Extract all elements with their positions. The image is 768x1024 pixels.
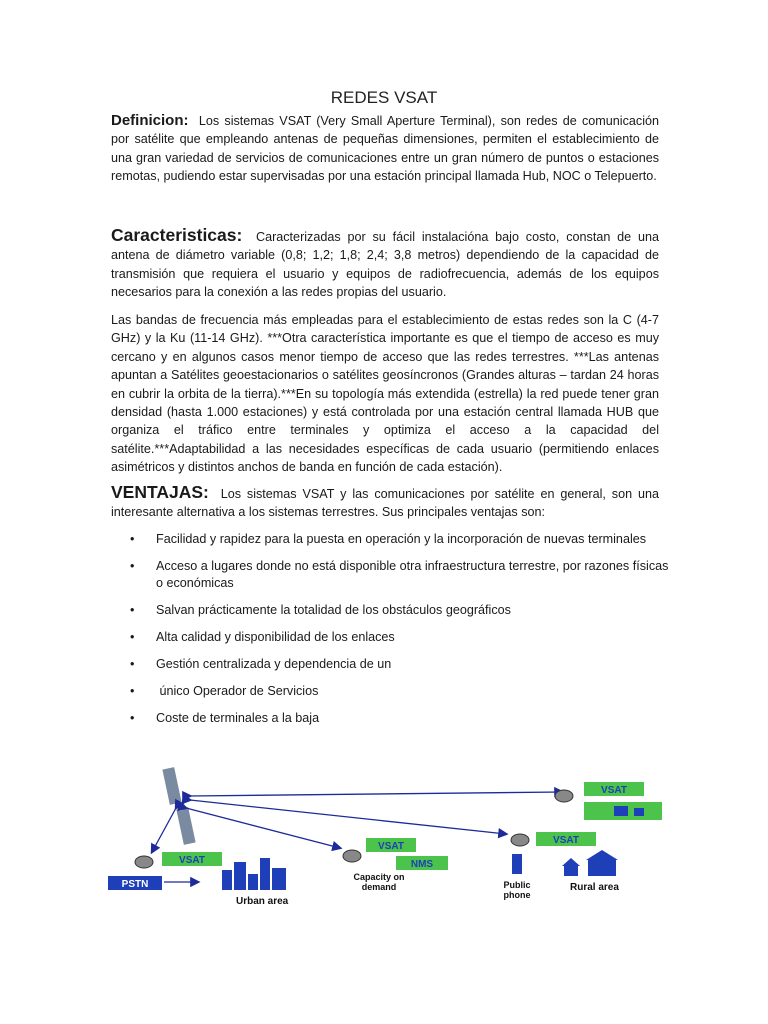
caracteristicas-paragraph bbox=[111, 226, 659, 302]
caracteristicas-heading: Caracteristicas: bbox=[111, 225, 243, 245]
svg-text:VSAT: VSAT bbox=[601, 785, 627, 796]
svg-text:phone: phone bbox=[503, 890, 531, 900]
urban-buildings-icon bbox=[222, 858, 286, 890]
link-arrow bbox=[152, 808, 176, 852]
vsat-network-diagram bbox=[104, 762, 664, 908]
list-item: • Acceso a lugares donde no está disponible otra infraestructura terrestre, por razones físicas o económicas bbox=[130, 559, 669, 590]
list-item: • Coste de terminales a la baja bbox=[130, 711, 320, 725]
urban-vsat-station bbox=[108, 852, 289, 907]
list-item: • Facilidad y rapidez para la puesta en operación y la incorporación de nuevas terminales bbox=[130, 532, 647, 546]
ventajas-heading: VENTAJAS: bbox=[111, 482, 209, 502]
svg-text:demand: demand bbox=[361, 882, 397, 892]
bandas-paragraph: Las bandas de frecuencia más empleadas para el establecimiento de estas redes son la C (4-7 GHz) y la Ku (11-14 GHz). ***Otra característica importante es que el tiempo de acceso es muy cercano y en algunos casos menor tiempo de acceso que las redes terrestres. ***Las antenas apuntan a Satélites geoestacionarios o satélites geosíncronos (Grandes alturas – tardan 24 horas en cubrir la orbita de la tierra).***En su topología más extendida (estrella) la red puede tener gran densidad (hasta 1.000 estaciones) y está controlada por una estación central llamada HUB que organiza el tráfico entre terminales y optimiza el acceso a la capacidad del satélite.***Adaptabilidad a las necesidades específicas de cada usuario (permitiendo enlaces asimétricos y distintos anchos de banda en función de cada estación). bbox=[111, 313, 659, 475]
definicion-heading: Definicion: bbox=[111, 112, 189, 129]
rural-station bbox=[503, 832, 619, 900]
link-arrow bbox=[190, 792, 562, 796]
satellite-icon bbox=[162, 767, 195, 845]
svg-text:VSAT: VSAT bbox=[553, 835, 579, 846]
list-item: • Salvan prácticamente la totalidad de los obstáculos geográficos bbox=[130, 603, 511, 617]
list-item: • Alta calidad y disponibilidad de los enlaces bbox=[130, 630, 395, 644]
svg-text:Rural area: Rural area bbox=[570, 882, 619, 893]
public-phone-icon bbox=[512, 854, 522, 874]
list-item: • Gestión centralizada y dependencia de un bbox=[130, 657, 392, 671]
svg-text:Capacity on: Capacity on bbox=[353, 872, 405, 882]
ventajas-text: Los sistemas VSAT y las comunicaciones por satélite en general, son una interesante alternativa a los sistemas terrestres. Sus principales ventajas son: bbox=[111, 487, 659, 520]
vsat-label: VSAT bbox=[179, 855, 205, 866]
svg-text:NMS: NMS bbox=[410, 859, 434, 870]
rural-houses-icon bbox=[562, 850, 618, 876]
remote-vsat-station bbox=[555, 782, 662, 820]
pstn-label: PSTN bbox=[121, 879, 149, 890]
definicion-text: Los sistemas VSAT (Very Small Aperture Terminal), son redes de comunicación por satélite que empleando antenas de pequeñas dimensiones, permiten el establecimiento de una gran variedad de servicios de comunicaciones entre un gran número de puntos o estaciones remotas, pudiendo estar supervisadas por una estación principal llamada Hub, NOC o Telepuerto. bbox=[111, 114, 659, 184]
caracteristicas-text: Caracterizadas por su fácil instalacióna bajo costo, constan de una antena de diámetro variable (0,8; 1,2; 1,8; 2,4; 3,8 metros) dependiendo de la capacidad de transmisión que requiera el usuario y equipos de radiofrecuencia, además de los equipos necesarios para la conexión a las redes propias del usuario. bbox=[111, 230, 659, 300]
definicion-paragraph bbox=[111, 112, 659, 186]
urban-area-label: Urban area bbox=[236, 896, 289, 907]
link-arrow bbox=[190, 800, 506, 834]
svg-text:VSAT: VSAT bbox=[378, 841, 404, 852]
nms-station bbox=[343, 838, 448, 892]
page-title: REDES VSAT bbox=[330, 88, 438, 107]
ventajas-list bbox=[111, 531, 671, 737]
ventajas-paragraph bbox=[111, 483, 659, 522]
svg-text:Public: Public bbox=[503, 880, 531, 890]
list-item: • único Operador de Servicios bbox=[130, 684, 319, 698]
